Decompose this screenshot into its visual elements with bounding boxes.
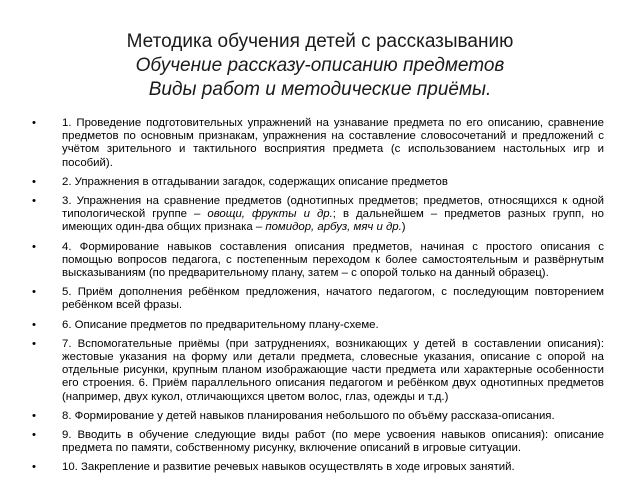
bullet-icon: • xyxy=(32,117,36,129)
item-text: 6. Описание предметов по предварительному плану-схеме. xyxy=(62,318,379,331)
item-text: 10. Закрепление и развитие речевых навыков осуществлять в ходе игровых занятий. xyxy=(62,461,515,474)
item-text: 9. Вводить в обучение следующие виды работ (по мере усвоения навыков описания): описание предмета по памяти, собственному рисунку, включение описаний в игровые ситуации. xyxy=(62,429,604,455)
list-item xyxy=(32,461,604,474)
item-text: 8. Формирование у детей навыков планирования небольшого по объёму рассказа-описания. xyxy=(62,409,555,422)
bullet-icon: • xyxy=(32,409,36,422)
list-item xyxy=(32,117,604,170)
item-text-part: 3. Упражнения на сравнение предметов (однотипных предметов; предметов, относящихся к одной типологической группе – xyxy=(62,195,604,221)
item-text: 1. Проведение подготовительных упражнений на узнавание предмета по его описанию, сравнение предметов по основным признакам, упражнения на составление словосочетаний и предложений с учётом зрительного и тактильного восприятия предмета (с использованием настольных игр и пособий). xyxy=(62,117,604,169)
list-item xyxy=(32,286,604,312)
bullet-icon: • xyxy=(32,286,36,299)
methods-list xyxy=(32,117,604,480)
bullet-icon: • xyxy=(32,195,36,208)
list-item xyxy=(32,319,604,332)
title-line-3: Виды работ и методические приёмы. xyxy=(148,79,492,100)
list-item xyxy=(32,338,604,404)
list-item xyxy=(32,241,604,281)
bullet-icon: • xyxy=(32,461,36,474)
bullet-icon: • xyxy=(32,175,36,188)
item-text: 5. Приём дополнения ребёнком предложения, начатого педагогом, с последующим повторением ребёнком всей фразы. xyxy=(62,286,604,312)
item-text: 7. Вспомогательные приёмы (при затруднениях, возникающих у детей в составлении описания): жестовые указания на форму или детали предмета, словесные указания, описание с опорой на отдельные рисунки, крупным планом изображающие части предмета или характерные особенности его строения. 6. Приём параллельного описания педагогом и ребёнком двух однотипных предметов (например, двух кукол, отличающихся цветом волос, глаз, одежды и т.д.) xyxy=(62,337,604,403)
list-item xyxy=(32,176,604,189)
item-italic-examples: помидор, арбуз, мяч и др. xyxy=(265,221,402,234)
list-item xyxy=(32,195,604,235)
title-line-2: Обучение рассказу-описанию предметов xyxy=(135,55,505,76)
item-text xyxy=(62,195,604,233)
bullet-icon: • xyxy=(32,240,36,253)
bullet-icon: • xyxy=(32,318,36,331)
bullet-icon: • xyxy=(32,429,36,442)
item-text: 2. Упражнения в отгадывании загадок, содержащих описание предметов xyxy=(62,175,448,188)
item-text-part: ) xyxy=(401,221,406,234)
list-item xyxy=(32,429,604,455)
bullet-icon: • xyxy=(32,337,36,350)
item-text: 4. Формирование навыков составления описания предметов, начиная с простого описания с помощью вопросов педагога, с постепенным переходом к более самостоятельным и развёрнутым высказываниям (по предварительному плану, затем – с опорой только на данный образец). xyxy=(62,240,604,280)
list-item xyxy=(32,410,604,423)
slide-title xyxy=(40,30,600,102)
item-italic-examples: овощи, фрукты и др. xyxy=(207,208,333,221)
title-line-1: Методика обучения детей с рассказыванию xyxy=(126,31,514,52)
item-text-part: ; в дальнейшем – предметов разных групп, но имеющих один-два общих признака – xyxy=(62,208,604,234)
